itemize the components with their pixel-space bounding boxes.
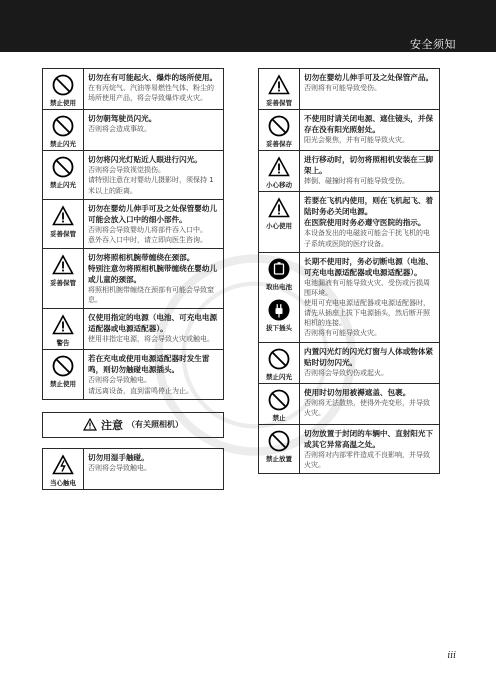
warning-detail: 否则将有可能导致火灾。 [304, 329, 381, 338]
icon-label: 妥善保管 [50, 278, 76, 287]
warning-detail: 请远离设备，直到雷鸣停止为止。 [88, 386, 193, 395]
prohibited-icon [268, 348, 290, 370]
warning-text-cell [300, 110, 440, 151]
icon-label: 禁止闪光 [266, 372, 292, 381]
warning-heading: 内置闪光灯的闪光灯窗与人体或物体紧贴时切勿闪光。 [304, 346, 434, 367]
warning-heading: 切勿在婴幼儿伸手可及之处保管婴幼儿可能会放入口中的细小部件。 [88, 203, 218, 224]
battery-remove-icon [268, 258, 290, 280]
warning-text-cell [300, 383, 440, 424]
caution-header [42, 412, 224, 438]
warning-text-cell [84, 448, 224, 489]
warning-icon-cell [43, 350, 84, 399]
icon-label: 小心移动 [266, 181, 292, 190]
warning-text-cell [84, 110, 224, 151]
warning-row [259, 110, 440, 151]
warning-heading: 切勿将照相机腕带缠绕在颈部。 [88, 252, 195, 262]
warning-detail: 否则将会导致婴幼儿将部件吞入口中。 [88, 225, 207, 234]
warning-triangle-icon [268, 74, 290, 96]
warning-row [259, 383, 440, 424]
caution-table [42, 448, 224, 490]
warning-detail: 否则将对内部零件造成不良影响，并导致火灾。 [304, 450, 430, 469]
warning-triangle-icon [268, 156, 290, 178]
warning-icon-cell [259, 69, 300, 110]
warning-row [43, 448, 224, 489]
warning-triangle-icon [52, 205, 74, 227]
header-bar [0, 0, 496, 52]
warning-icon-cell [259, 252, 300, 342]
icon-label: 禁止 [272, 413, 286, 422]
right-column [258, 68, 440, 474]
warning-row [43, 309, 224, 350]
warning-heading: 切勿在有可能起火、爆炸的场所使用。 [88, 73, 218, 82]
icon-label: 取出电池 [266, 282, 292, 291]
caution-subtitle: （有关照相机） [127, 420, 183, 430]
warning-text-cell [300, 252, 440, 342]
warning-text-cell [300, 192, 440, 252]
prohibited-icon [52, 355, 74, 377]
warning-heading: 切勿将闪光灯贴近人眼进行闪光。 [88, 155, 202, 165]
warning-text-cell [300, 342, 440, 383]
warning-detail: 将照相机腕带缠绕在颈部有可能会导致窒息。 [88, 285, 214, 305]
warning-table-right [258, 68, 440, 474]
warning-triangle-icon [52, 314, 74, 336]
warning-detail: 本设备发出的电磁波可能会干扰飞机的电子系统或医院的医疗设备。 [304, 229, 430, 248]
icon-label: 拔下插头 [266, 323, 292, 332]
warning-row [43, 248, 224, 308]
icon-label: 禁止闪光 [50, 181, 76, 190]
warning-icon-cell [259, 192, 300, 252]
warning-detail: 在有丙烷气、汽油等易燃性气体、粉尘的场所使用产品，将会导致爆炸或火灾。 [88, 84, 214, 103]
icon-label: 禁止使用 [50, 99, 76, 107]
warning-text-cell [84, 199, 224, 248]
warning-row [259, 192, 440, 252]
warning-heading: 若要在飞机内使用，则在飞机起飞、着陆时务必关闭电源。 [304, 196, 434, 217]
prohibited-icon [52, 115, 74, 137]
warning-detail: 否则将会导致触电。 [88, 463, 151, 472]
warning-detail: 否则将会造成事故。 [88, 125, 151, 134]
prohibited-icon [268, 115, 290, 137]
prohibited-icon [268, 430, 290, 452]
warning-detail: 请特别注意在对婴幼儿摄影时，须保持 1 米以上的距离。 [88, 176, 214, 195]
warning-text-cell [84, 151, 224, 199]
warning-triangle-icon [52, 254, 74, 276]
warning-heading: 使用时切勿用被褥遮盖、包裹。 [304, 387, 411, 397]
icon-label: 禁止使用 [50, 380, 76, 389]
warning-detail: 摔倒、碰撞时将有可能导致受伤。 [304, 177, 409, 186]
warning-text-cell [84, 350, 224, 399]
warning-detail: 否则将会导致触电。 [88, 376, 151, 385]
page-number: iii [447, 651, 456, 661]
warning-table-left [42, 68, 224, 400]
warning-text-cell [84, 69, 224, 110]
prohibited-icon [52, 156, 74, 178]
warning-icon-cell [259, 151, 300, 192]
warning-text-cell [300, 69, 440, 110]
warning-icon-cell [259, 383, 300, 424]
warning-detail: 阳光会聚焦，并有可能导致火灾。 [304, 136, 409, 145]
warning-row [259, 69, 440, 110]
warning-text-cell [84, 248, 224, 308]
warning-row [43, 151, 224, 199]
warning-triangle-icon [83, 418, 97, 431]
warning-row [259, 252, 440, 342]
icon-label: 小心使用 [266, 222, 292, 231]
warning-row [43, 110, 224, 151]
warning-heading: 长期不使用时，务必切断电源（电池、可充电电源适配器或电源适配器）。 [304, 256, 434, 277]
warning-icon-cell [43, 151, 84, 199]
warning-detail: 否则将有可能导致受伤。 [304, 84, 381, 92]
warning-text-cell [300, 151, 440, 192]
warning-text-cell [300, 424, 440, 473]
warning-detail: 使用非指定电源，将会导致火灾或触电。 [88, 335, 214, 344]
warning-detail: 否则将无法散热，使得外壳变形，并导致火灾。 [304, 398, 430, 417]
warning-detail: 使用可充电电源适配器或电源适配器时，请先从插座上拔下电源插头，然后断开照相机的连接。 [304, 298, 430, 328]
warning-row [43, 69, 224, 110]
warning-heading: 切勿在婴幼儿伸手可及之处保管产品。 [304, 73, 434, 82]
warning-icon-cell [43, 199, 84, 248]
page-title: 安全须知 [410, 38, 456, 51]
warning-icon-cell [43, 248, 84, 308]
warning-row [43, 199, 224, 248]
warning-icon-cell [259, 110, 300, 151]
warning-icon-cell [43, 309, 84, 350]
plug-icon [268, 299, 290, 321]
warning-triangle-icon [268, 197, 290, 219]
warning-heading: 切勿朝驾驶员闪光。 [88, 114, 157, 124]
icon-label: 禁止放置 [266, 454, 292, 463]
warning-heading: 切勿用湿手触碰。 [88, 452, 149, 462]
icon-label: 警告 [56, 339, 70, 348]
warning-row [259, 151, 440, 192]
icon-label: 妥善保管 [50, 229, 76, 238]
icon-label: 妥善保存 [266, 140, 292, 149]
left-column [42, 68, 224, 490]
warning-row [259, 342, 440, 383]
warning-heading: 不使用时请关闭电源、遮住镜头，并保存在没有阳光照射处。 [304, 114, 434, 135]
warning-icon-cell [43, 110, 84, 151]
icon-label: 妥善保管 [266, 99, 292, 107]
warning-detail: 意外吞入口中时，请立即向医生咨询。 [88, 235, 207, 244]
warning-heading: 进行移动时，切勿将照相机安装在三脚架上。 [304, 155, 434, 176]
prohibited-icon [268, 389, 290, 411]
warning-detail: 否则将会导致灼伤或起火。 [304, 368, 388, 377]
warning-text-cell [84, 309, 224, 350]
warning-heading: 若在充电或使用电源适配器时发生雷鸣，则切勿触碰电源插头。 [88, 354, 210, 375]
warning-detail: 电池漏液有可能导致火灾、受伤或污损周围环境。 [304, 278, 430, 297]
warning-heading: 特别注意勿将照相机腕带缠绕在婴幼儿或儿童的颈部。 [88, 263, 218, 284]
warning-heading: 切勿放置于封闭的车辆中、直射阳光下或其它异常高温之处。 [304, 428, 434, 449]
warning-heading: 在医院使用时务必遵守医院的指示。 [304, 218, 426, 228]
warning-icon-cell [259, 342, 300, 383]
prohibited-icon [52, 74, 74, 96]
icon-label: 当心触电 [50, 478, 76, 487]
warning-row [43, 350, 224, 399]
warning-icon-cell [259, 424, 300, 473]
icon-label: 禁止闪光 [50, 140, 76, 149]
warning-icon-cell [43, 69, 84, 110]
warning-heading: 仅使用指定的电源（电池、可充电电源适配器或电源适配器）。 [88, 313, 218, 334]
caution-word: 注意 [101, 418, 123, 432]
warning-row [259, 424, 440, 473]
electric-shock-icon [52, 454, 74, 476]
warning-detail: 否则将会导致视觉损伤。 [88, 166, 165, 175]
warning-icon-cell [43, 448, 84, 489]
